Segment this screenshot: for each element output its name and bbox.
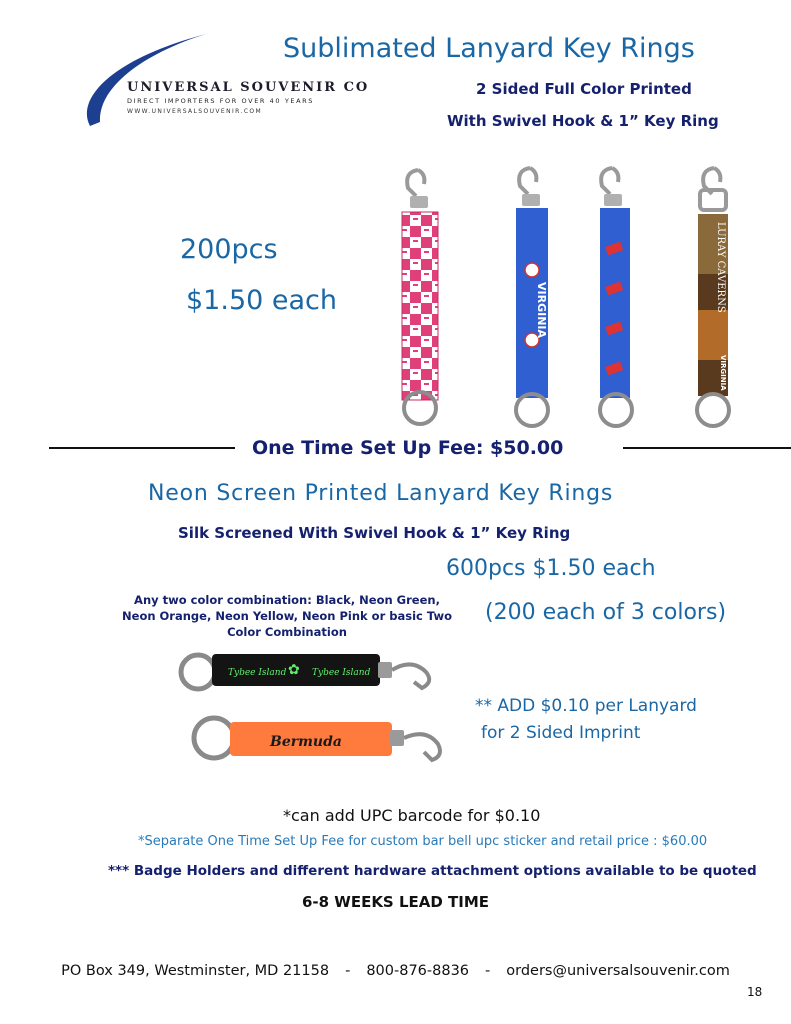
badge-holders-note: *** Badge Holders and different hardware attachment options available to be quoted [108, 863, 757, 879]
lanyard-virginia-1 [516, 168, 548, 426]
sample-text-tybee-1: Tybee Island [228, 668, 287, 678]
add-imprint-line-2: for 2 Sided Imprint [481, 723, 641, 743]
sublimated-lanyards-image [388, 160, 750, 432]
lanyard-orange-bermuda [194, 718, 440, 760]
sample-text-bermuda: Bermuda [270, 734, 342, 750]
sample-text-tybee-2: Tybee Island [312, 668, 371, 678]
lanyard-black-tybee [181, 654, 429, 689]
section2-breakdown: (200 each of 3 colors) [485, 600, 727, 625]
page-number: 18 [747, 985, 763, 999]
section1-subtitle-2: With Swivel Hook & 1” Key Ring [447, 112, 719, 130]
section2-title: Neon Screen Printed Lanyard Key Rings [148, 481, 614, 506]
lanyard-virginia-2 [600, 168, 632, 426]
svg-text:✿: ✿ [288, 662, 300, 678]
lanyard-maryland [402, 170, 438, 424]
separate-fee-note: *Separate One Time Set Up Fee for custom bar bell upc sticker and retail price : $60.00 [138, 834, 708, 849]
divider-right [623, 447, 791, 449]
lead-time: 6-8 WEEKS LEAD TIME [301, 893, 490, 911]
logo-tagline: DIRECT IMPORTERS FOR OVER 40 YEARS [127, 97, 314, 105]
setup-fee: One Time Set Up Fee: $50.00 [252, 437, 564, 459]
divider-left [49, 447, 235, 449]
lanyard-text-virginia-1: VIRGINIA [535, 282, 548, 339]
logo-company-name: UNIVERSAL SOUVENIR CO [127, 80, 370, 95]
add-imprint-line-1: ** ADD $0.10 per Lanyard [475, 696, 697, 716]
footer-separator-1: - [345, 963, 351, 979]
upc-note: *can add UPC barcode for $0.10 [283, 806, 541, 825]
section1-quantity: 200pcs [180, 234, 278, 265]
lanyard-text-virginia-3: VIRGINIA [719, 355, 727, 391]
section1-subtitle-1: 2 Sided Full Color Printed [476, 80, 692, 98]
section2-subtitle: Silk Screened With Swivel Hook & 1” Key Ring [178, 524, 571, 542]
logo-website: WWW.UNIVERSALSOUVENIR.COM [127, 108, 263, 115]
footer [0, 963, 791, 979]
footer-separator-2: - [485, 963, 491, 979]
neon-lanyards-image [176, 646, 452, 776]
section2-quantity-price: 600pcs $1.50 each [446, 556, 656, 581]
section1-price: $1.50 each [186, 285, 337, 316]
footer-address: PO Box 349, Westminster, MD 21158 [61, 963, 330, 979]
lanyard-text-luray: LURAY CAVERNS [715, 222, 726, 313]
footer-email: orders@universalsouvenir.com [506, 963, 730, 979]
footer-phone: 800-876-8836 [366, 963, 470, 979]
lanyard-luray-caverns [697, 168, 729, 426]
section1-title: Sublimated Lanyard Key Rings [283, 33, 695, 64]
section2-color-note: Any two color combination: Black, Neon Green, Neon Orange, Neon Yellow, Neon Pink or basic Two Color Combination [122, 593, 452, 639]
